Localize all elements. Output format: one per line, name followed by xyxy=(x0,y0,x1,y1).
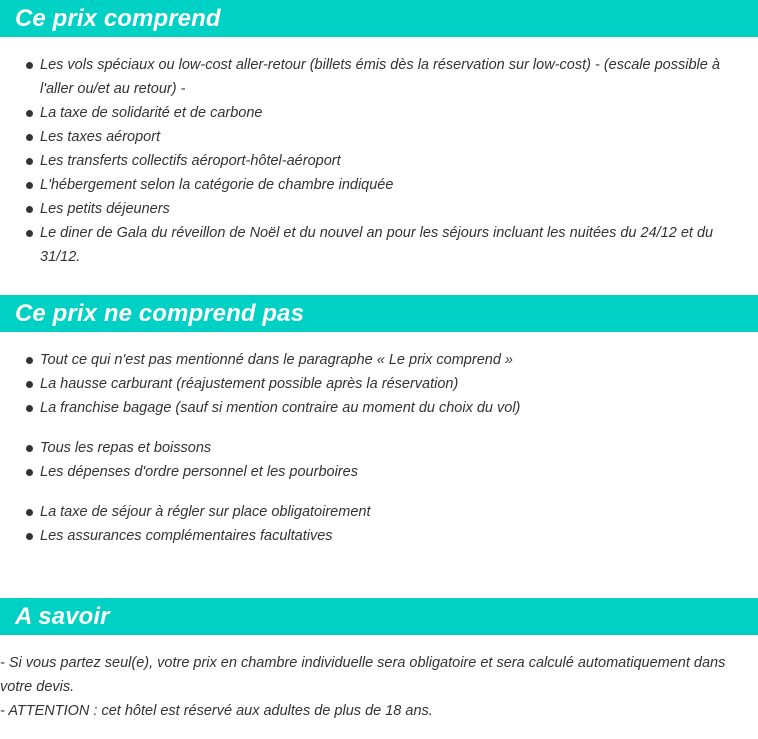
list-item: La franchise bagage (sauf si mention contraire au moment du choix du vol) xyxy=(0,396,758,420)
notes-header xyxy=(0,598,758,635)
excludes-header xyxy=(0,295,758,332)
list-item: Les assurances complémentaires facultatives xyxy=(0,524,758,548)
list-item: Les dépenses d'ordre personnel et les pourboires xyxy=(0,460,758,484)
list-item: La taxe de séjour à régler sur place obligatoirement xyxy=(0,500,758,524)
list-item: L'hébergement selon la catégorie de chambre indiquée xyxy=(0,173,758,197)
list-item: Les vols spéciaux ou low-cost aller-retour (billets émis dès la réservation sur low-cost) - (escale possible à l'aller ou/et au retour) - xyxy=(0,53,758,101)
note-line: - Si vous partez seul(e), votre prix en chambre individuelle sera obligatoire et sera calculé automatiquement dans votre devis. xyxy=(0,655,726,695)
includes-title: Ce prix comprend xyxy=(15,4,221,32)
notes-title: A savoir xyxy=(15,602,110,630)
list-item: Tout ce qui n'est pas mentionné dans le paragraphe « Le prix comprend » xyxy=(0,348,758,372)
list-item: Les petits déjeuners xyxy=(0,197,758,221)
excludes-list xyxy=(0,348,758,548)
list-item: Le diner de Gala du réveillon de Noël et du nouvel an pour les séjours incluant les nuitées du 24/12 et du 31/12. xyxy=(0,221,758,269)
excludes-title: Ce prix ne comprend pas xyxy=(15,299,305,327)
list-item: Les taxes aéroport xyxy=(0,125,758,149)
includes-list xyxy=(0,53,758,269)
notes-text xyxy=(0,651,758,723)
list-item: Tous les repas et boissons xyxy=(0,436,758,460)
list-item: La taxe de solidarité et de carbone xyxy=(0,101,758,125)
list-item: La hausse carburant (réajustement possible après la réservation) xyxy=(0,372,758,396)
includes-header xyxy=(0,0,758,37)
note-line: - ATTENTION : cet hôtel est réservé aux adultes de plus de 18 ans. xyxy=(0,703,433,719)
list-item: Les transferts collectifs aéroport-hôtel-aéroport xyxy=(0,149,758,173)
